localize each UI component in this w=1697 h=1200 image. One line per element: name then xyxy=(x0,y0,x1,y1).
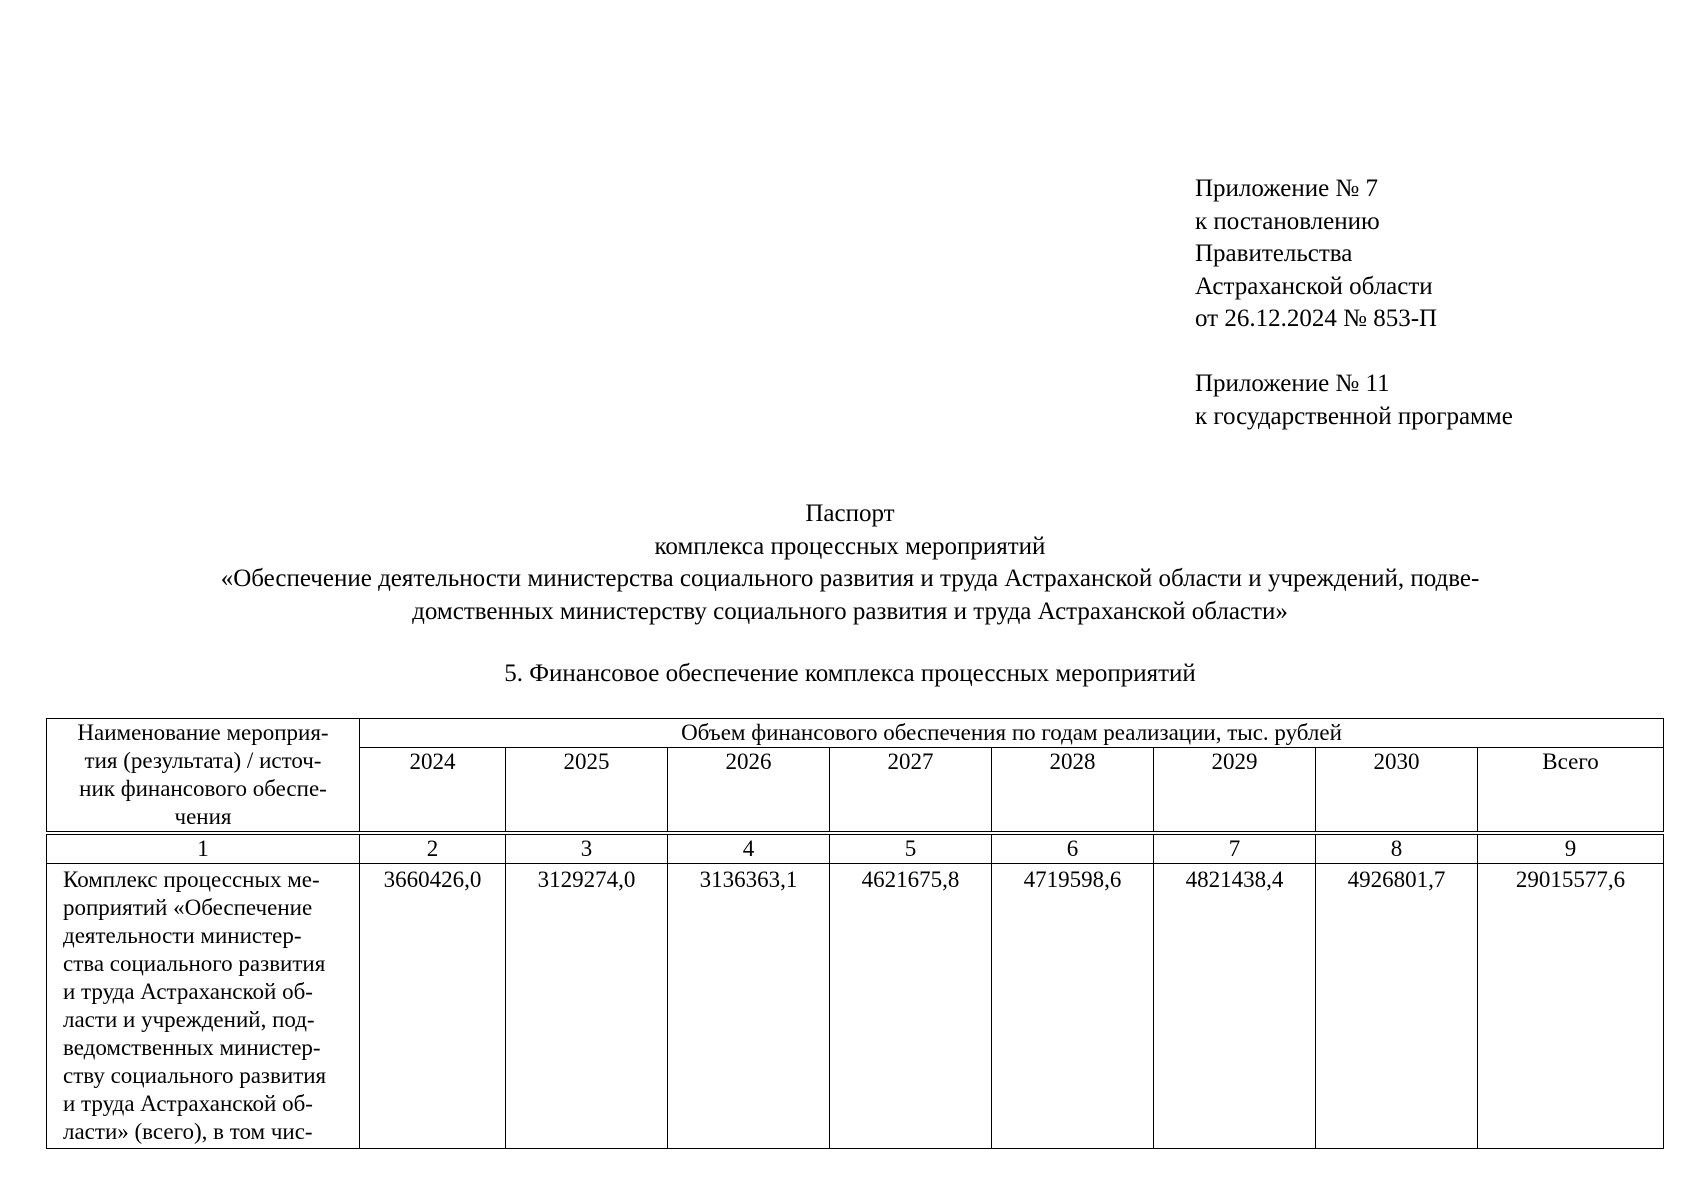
funding-group-header: Объем финансового обеспечения по годам реализации, тыс. рублей xyxy=(360,719,1664,748)
year-header: 2025 xyxy=(506,748,668,833)
value-cell: 4719598,6 xyxy=(992,864,1154,1149)
appendix-block xyxy=(1195,173,1513,433)
heading-line: Паспорт xyxy=(805,500,895,527)
row-name-line: ласти» (всего), в том чис- xyxy=(63,1119,313,1144)
value-cell: 4926801,7 xyxy=(1316,864,1478,1149)
appendix-line: к постановлению xyxy=(1195,207,1380,235)
row-name-line: Комплекс процессных ме- xyxy=(63,867,320,892)
heading-line: домственных министерству социального развития и труда Астраханской области» xyxy=(412,597,1288,625)
column-number: 9 xyxy=(1478,833,1664,864)
row-name-line: ведомственных министер- xyxy=(63,1035,321,1060)
value-cell: 3136363,1 xyxy=(668,864,830,1149)
heading-line: комплекса процессных мероприятий xyxy=(654,532,1046,560)
appendix-line: к государственной программе xyxy=(1195,402,1513,430)
table-row xyxy=(47,864,1664,1149)
column-number-row xyxy=(47,833,1664,864)
year-header: 2030 xyxy=(1316,748,1478,833)
value-cell: 3660426,0 xyxy=(360,864,506,1149)
document-heading xyxy=(100,498,1600,628)
appendix-line: Приложение № 11 xyxy=(1195,370,1390,397)
year-header: 2027 xyxy=(830,748,992,833)
row-name-line: деятельности министер- xyxy=(63,923,302,948)
column-number: 3 xyxy=(506,833,668,864)
column-number: 1 xyxy=(47,833,360,864)
appendix-line: от 26.12.2024 № 853-П xyxy=(1195,305,1438,332)
value-cell: 4821438,4 xyxy=(1154,864,1316,1149)
row-name-line: ству социального развития xyxy=(63,1063,327,1088)
row-name-cell xyxy=(47,864,360,1149)
total-header: Всего xyxy=(1478,748,1664,833)
value-cell: 4621675,8 xyxy=(830,864,992,1149)
year-header: 2028 xyxy=(992,748,1154,833)
name-column-header xyxy=(47,719,360,834)
row-name-line: и труда Астраханской об- xyxy=(63,979,313,1004)
financing-table xyxy=(46,718,1664,1149)
heading-line: «Обеспечение деятельности министерства социального развития и труда Астраханской области и учреждений, подве- xyxy=(220,565,1480,592)
row-name-line: и труда Астраханской об- xyxy=(63,1091,313,1116)
value-cell: 3129274,0 xyxy=(506,864,668,1149)
header-text-line: чения xyxy=(174,804,232,829)
column-number: 5 xyxy=(830,833,992,864)
section-title: 5. Финансовое обеспечение комплекса процессных мероприятий xyxy=(504,660,1196,687)
column-number: 2 xyxy=(360,833,506,864)
total-value-cell: 29015577,6 xyxy=(1478,864,1664,1149)
column-number: 8 xyxy=(1316,833,1478,864)
column-number: 6 xyxy=(992,833,1154,864)
year-header: 2029 xyxy=(1154,748,1316,833)
header-text-line: Наименование мероприя- xyxy=(77,720,329,745)
table-header-row xyxy=(47,719,1664,748)
year-header: 2026 xyxy=(668,748,830,833)
column-number: 4 xyxy=(668,833,830,864)
appendix-line: Астраханской области xyxy=(1195,272,1433,300)
column-number: 7 xyxy=(1154,833,1316,864)
year-header: 2024 xyxy=(360,748,506,833)
row-name-line: роприятий «Обеспечение xyxy=(63,895,313,920)
appendix-spacer xyxy=(1195,336,1513,369)
row-name-line: ласти и учреждений, под- xyxy=(63,1007,315,1032)
header-text-line: тия (результата) / источ- xyxy=(84,748,322,773)
header-text-line: ник финансового обеспе- xyxy=(79,776,327,801)
row-name-line: ства социального развития xyxy=(63,951,326,976)
appendix-line: Правительства xyxy=(1195,240,1353,267)
appendix-line: Приложение № 7 xyxy=(1195,175,1379,202)
